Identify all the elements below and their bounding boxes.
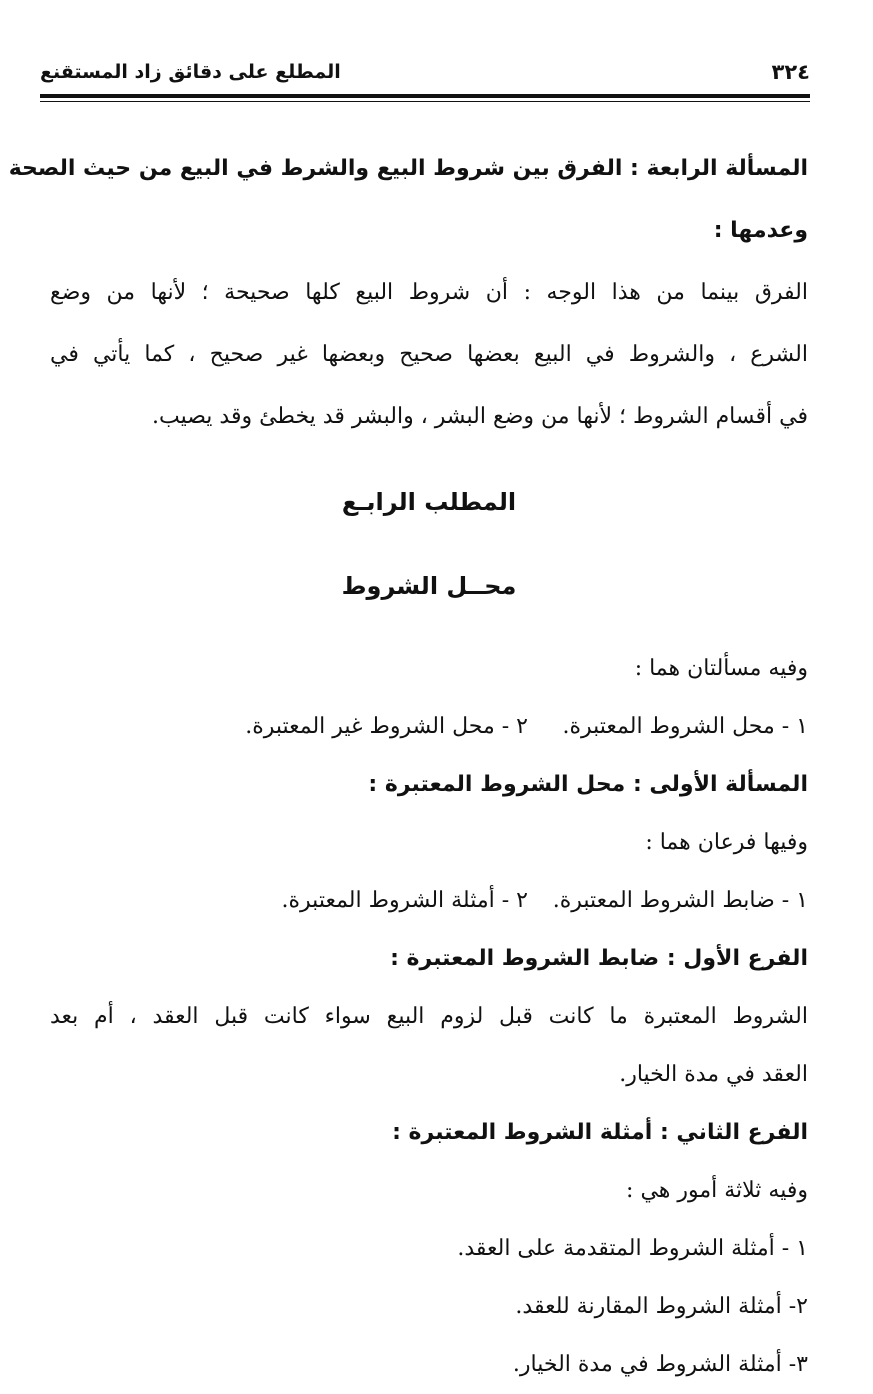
list-item: ١ - ضابط الشروط المعتبرة. xyxy=(552,888,808,913)
section4-para-line1: الفرق بينما من هذا الوجه : أن شروط البيع كلها صحيحة ؛ لأنها من وضع xyxy=(50,280,808,305)
header-rule-thin xyxy=(40,101,810,102)
far1-para-line1: الشروط المعتبرة ما كانت قبل لزوم البيع سواء كانت قبل العقد ، أم بعد xyxy=(50,1004,808,1029)
far2-intro: وفيه ثلاثة أمور هي : xyxy=(626,1178,808,1203)
list-item: ٢- أمثلة الشروط المقارنة للعقد. xyxy=(515,1294,808,1319)
page-body xyxy=(8,138,808,1394)
list-item: ٢ - أمثلة الشروط المعتبرة. xyxy=(281,888,528,913)
section4-para-line2: الشرع ، والشروط في البيع بعضها صحيح وبعضها غير صحيح ، كما يأتي في xyxy=(50,342,808,367)
matlab-intro: وفيه مسألتان هما : xyxy=(634,656,808,681)
list-item: ٣- أمثلة الشروط في مدة الخيار. xyxy=(512,1352,808,1377)
matlab-items xyxy=(50,698,808,756)
matlab-subtitle: محــل الشروط xyxy=(341,572,517,600)
masala1-items xyxy=(50,872,808,930)
list-item: ١ - محل الشروط المعتبرة. xyxy=(562,714,808,739)
matlab-title: المطلب الرابـع xyxy=(341,488,517,516)
section4-heading-line1: المسألة الرابعة : الفرق بين شروط البيع والشرط في البيع من حيث الصحة xyxy=(8,156,808,181)
far2-heading: الفرع الثاني : أمثلة الشروط المعتبرة : xyxy=(392,1120,808,1145)
far1-heading: الفرع الأول : ضابط الشروط المعتبرة : xyxy=(390,946,808,971)
far1-para-line2: العقد في مدة الخيار. xyxy=(619,1062,808,1087)
running-header xyxy=(40,52,810,92)
list-item: ٢ - محل الشروط غير المعتبرة. xyxy=(245,714,528,739)
section4-para-line3: في أقسام الشروط ؛ لأنها من وضع البشر ، والبشر قد يخطئ وقد يصيب. xyxy=(151,404,808,429)
list-item: ١ - أمثلة الشروط المتقدمة على العقد. xyxy=(457,1236,808,1261)
section4-heading-line2: وعدمها : xyxy=(713,218,808,243)
page-number: ٣٢٤ xyxy=(771,60,810,84)
header-rule-thick xyxy=(40,94,810,98)
book-title: المطلع على دقائق زاد المستقنع xyxy=(40,61,341,83)
masala1-heading: المسألة الأولى : محل الشروط المعتبرة : xyxy=(368,772,808,797)
masala1-intro: وفيها فرعان هما : xyxy=(645,830,808,855)
